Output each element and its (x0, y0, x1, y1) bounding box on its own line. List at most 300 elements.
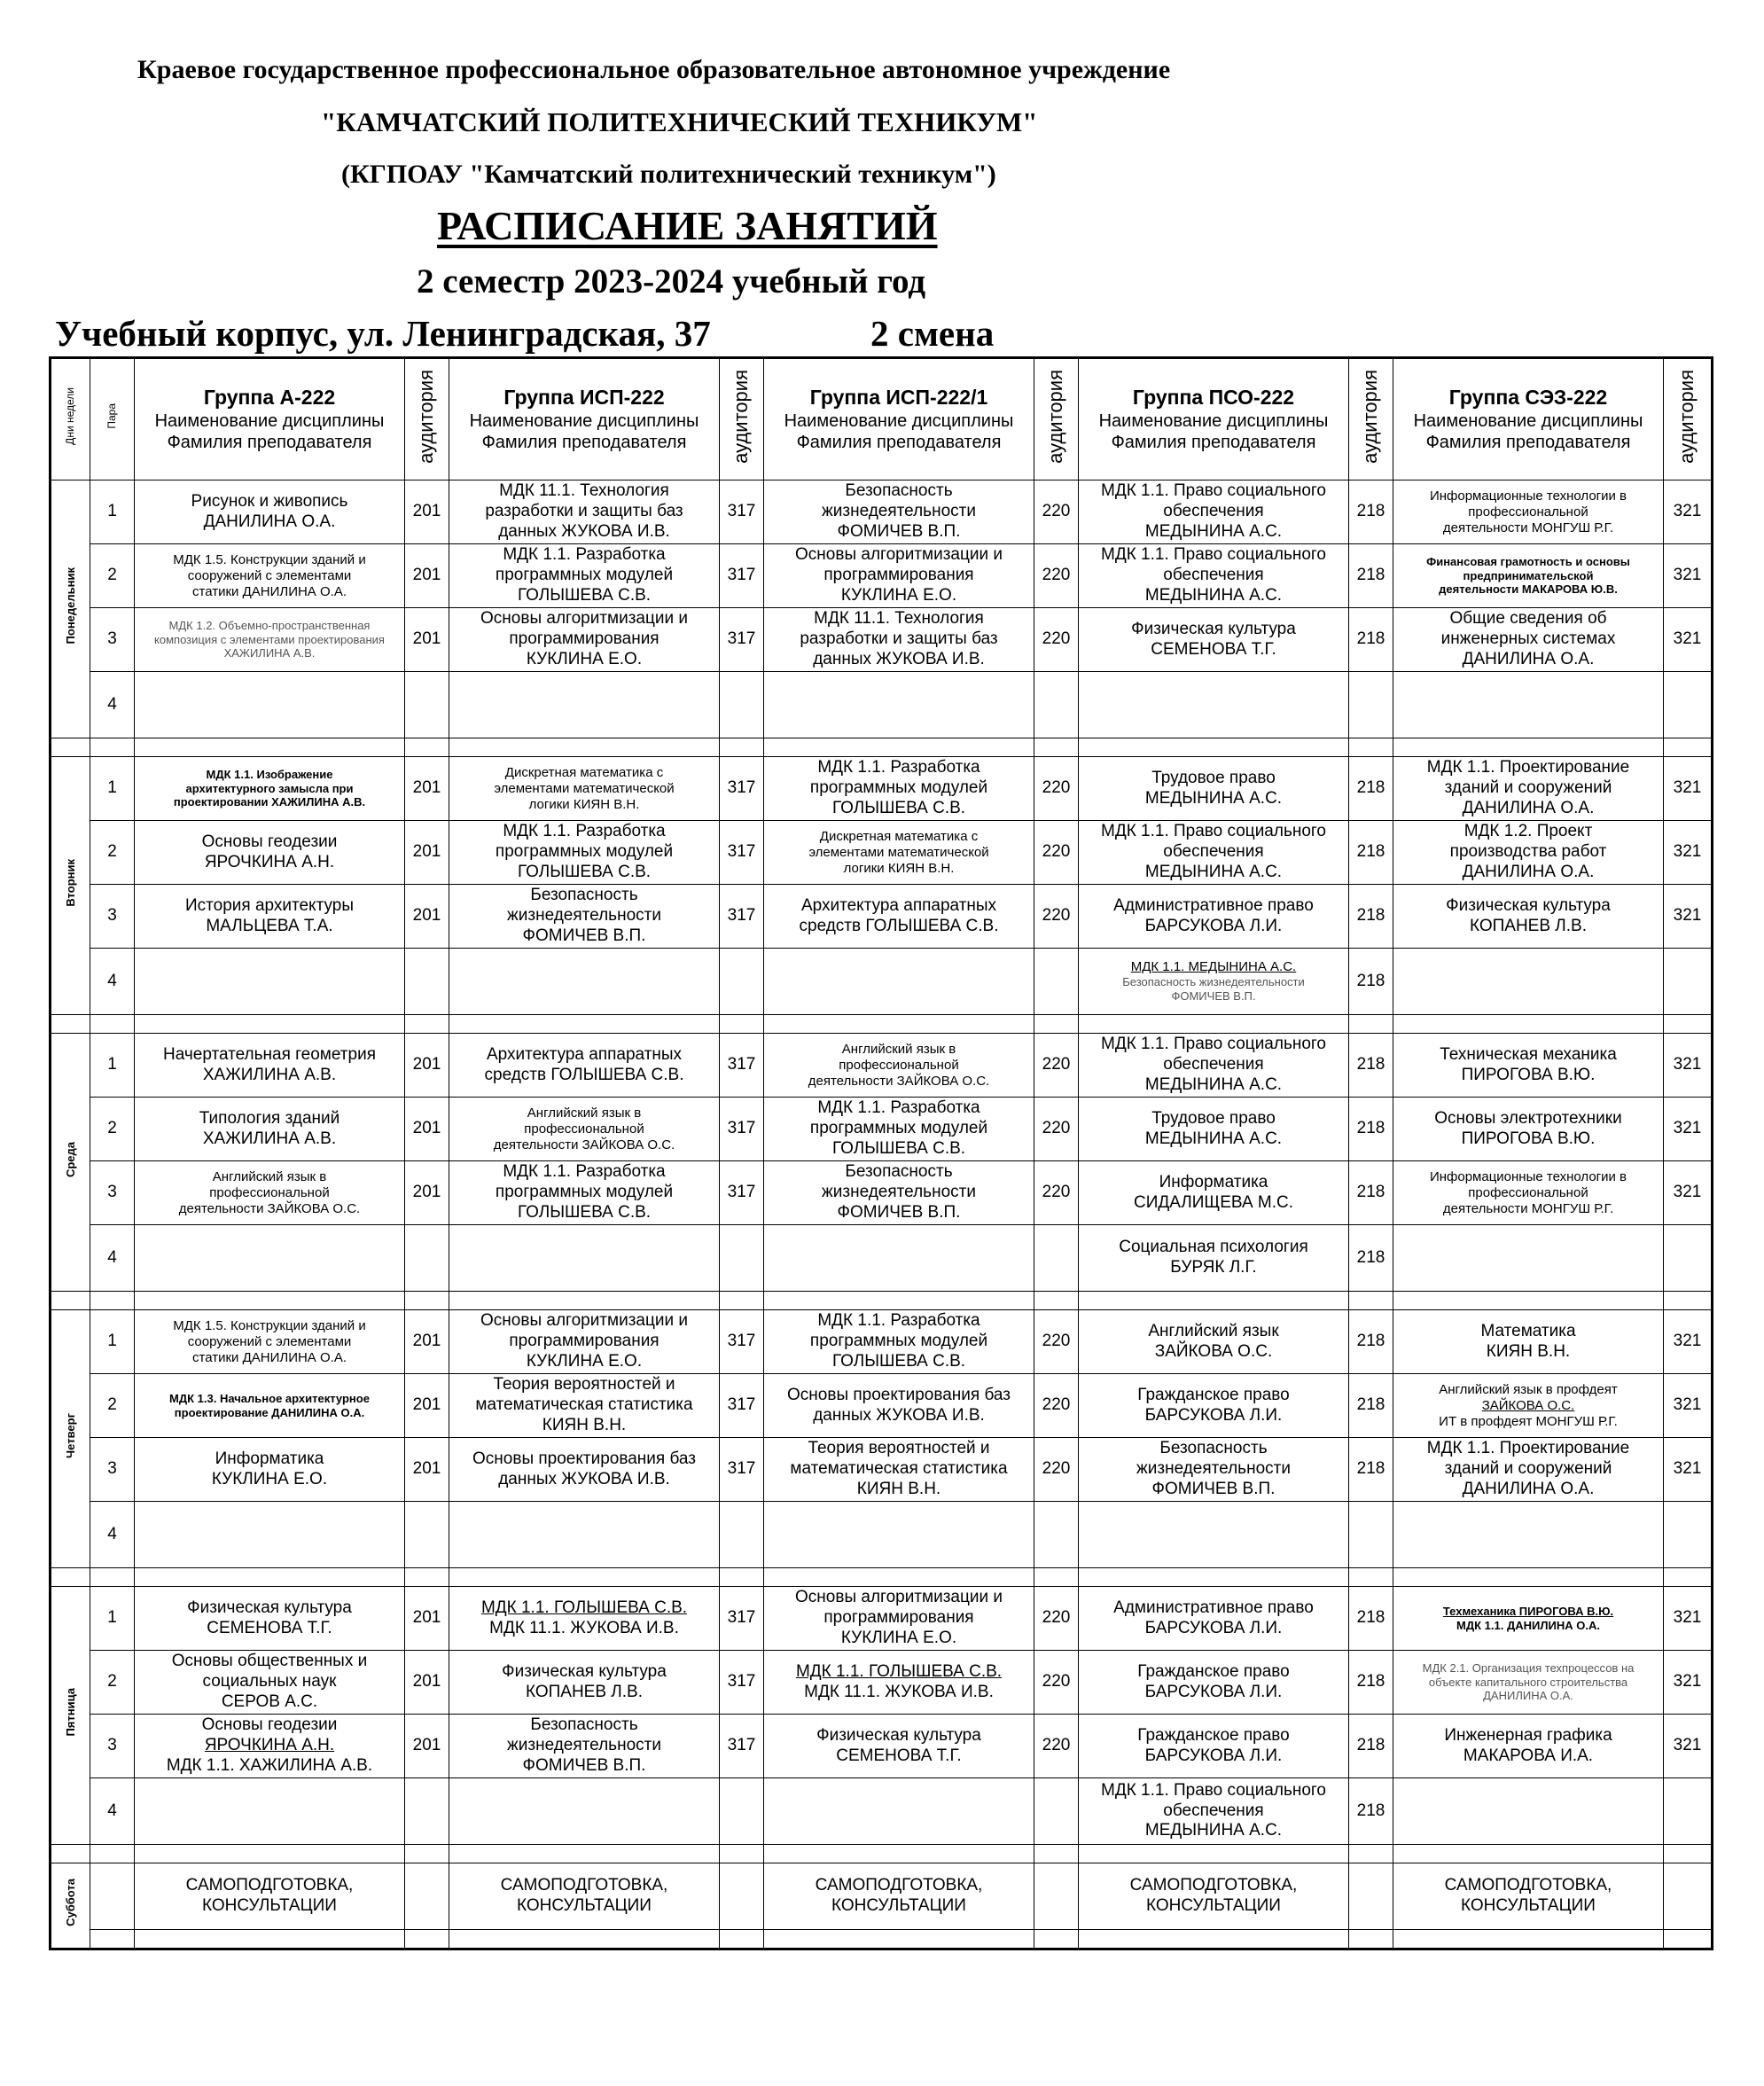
lesson-text: программных модулей (809, 1119, 988, 1138)
lesson-text: программирования (509, 629, 660, 649)
lesson-row (51, 1438, 1713, 1502)
lesson-text: Физическая культура (502, 1661, 667, 1681)
day-cell (51, 480, 90, 738)
room-number: 317 (720, 1098, 764, 1161)
lesson-cell (1393, 757, 1664, 821)
lesson-text: Основы проектирования баз (787, 1385, 1011, 1404)
lesson-text: МДК 1.1. Право социального (1101, 1035, 1326, 1054)
separator-cell (51, 738, 90, 757)
lesson-text: МДК 1.1. ГОЛЫШЕВА С.В. (795, 1661, 1003, 1681)
day-separator (51, 1930, 1713, 1949)
building-label: Учебный корпус, ул. Ленинградская, 37 (55, 313, 711, 354)
separator-cell (764, 1845, 1034, 1863)
room-number: 218 (1349, 608, 1393, 672)
lesson-cell (135, 544, 405, 608)
lesson-cell (764, 1715, 1034, 1778)
lesson-text: Информатика (215, 1449, 324, 1468)
pair-number: 2 (90, 1098, 135, 1161)
lesson-text: ХАЖИЛИНА А.В. (202, 1129, 337, 1148)
lesson-text: программных модулей (495, 566, 674, 585)
room-number: 317 (720, 821, 764, 885)
lesson-cell (1393, 1651, 1664, 1715)
lesson-text: КОНСУЛЬТАЦИИ (1461, 1896, 1596, 1915)
page-title: РАСПИСАНИЕ ЗАНЯТИЙ (437, 203, 938, 248)
room-number: 220 (1034, 480, 1079, 544)
lesson-text: программных модулей (809, 1332, 988, 1351)
lesson-text: КИЯН В.Н. (856, 1479, 941, 1498)
lesson-text: Информационные технологии в (1429, 1168, 1627, 1184)
lesson-text: КОПАНЕВ Л.В. (525, 1682, 643, 1701)
lesson-text: ГОЛЫШЕВА С.В. (831, 798, 966, 817)
lesson-text: СЕМЕНОВА Т.Г. (836, 1746, 962, 1765)
lesson-text: КИЯН В.Н. (1486, 1341, 1571, 1361)
lesson-cell (449, 1778, 720, 1845)
lesson-row (51, 480, 1713, 544)
lesson-cell (1079, 1502, 1349, 1568)
room-number: 321 (1664, 1587, 1713, 1651)
lesson-text: элементами математической (808, 844, 989, 860)
room-number: 218 (1349, 1778, 1393, 1845)
lesson-text: Английский язык в (841, 1041, 956, 1057)
lesson-text: МЕДЫНИНА А.С. (1144, 521, 1283, 541)
lesson-text: КУКЛИНА Е.О. (840, 585, 957, 605)
day-cell (51, 1587, 90, 1845)
lesson-cell (764, 1863, 1034, 1930)
lesson-cell (135, 1161, 405, 1225)
pair-number: 2 (90, 544, 135, 608)
lesson-text: Основы общественных и (171, 1652, 368, 1671)
separator-cell (90, 738, 135, 757)
lesson-row (51, 821, 1713, 885)
lesson-text: ДАНИЛИНА О.А. (1462, 862, 1595, 881)
lesson-text: обеспечения (1163, 1801, 1264, 1820)
separator-cell (764, 1568, 1034, 1587)
lesson-text: БАРСУКОВА Л.И. (1144, 1405, 1283, 1425)
room-number: 220 (1034, 608, 1079, 672)
lesson-cell (449, 1098, 720, 1161)
lesson-text: профессиональной (1468, 504, 1588, 520)
lesson-text: СЕМЕНОВА Т.Г. (1151, 639, 1276, 659)
lesson-text: МДК 1.1. ДАНИЛИНА О.А. (1456, 1618, 1600, 1632)
lesson-text: МЕДЫНИНА А.С. (1144, 1074, 1283, 1094)
room-number (1349, 1863, 1393, 1930)
room-number: 201 (405, 544, 449, 608)
lesson-cell (449, 1438, 720, 1502)
lesson-text: предпринимательской (1463, 568, 1594, 582)
room-number: 317 (720, 1715, 764, 1778)
separator-cell (51, 1568, 90, 1587)
lesson-text: СИДАЛИЩЕВА М.С. (1133, 1192, 1294, 1212)
lesson-cell (135, 1778, 405, 1845)
lesson-text: Английский язык в (527, 1105, 642, 1121)
pair-number: 1 (90, 1034, 135, 1098)
pair-number: 3 (90, 1438, 135, 1502)
separator-cell (90, 1845, 135, 1863)
lesson-text: Техническая механика (1440, 1044, 1617, 1064)
lesson-cell (1079, 1034, 1349, 1098)
room-number (1034, 949, 1079, 1015)
room-number: 321 (1664, 1098, 1713, 1161)
lesson-cell (449, 757, 720, 821)
room-number: 218 (1349, 1161, 1393, 1225)
room-number (1664, 1778, 1713, 1845)
pair-number: 4 (90, 1778, 135, 1845)
lesson-text: Административное право (1113, 895, 1314, 915)
lesson-cell (764, 1374, 1034, 1438)
room-number: 201 (405, 1715, 449, 1778)
lesson-text: Инженерная графика (1444, 1725, 1612, 1745)
lesson-text: МДК 1.1. Разработка (503, 1162, 666, 1182)
lesson-text: ЗАЙКОВА О.С. (1481, 1397, 1575, 1413)
lesson-row (51, 1651, 1713, 1715)
lesson-text: МДК 1.1. Разработка (817, 1311, 980, 1331)
room-number: 321 (1664, 1651, 1713, 1715)
separator-cell (135, 1568, 405, 1587)
lesson-text: жизнедеятельности (822, 1183, 976, 1202)
lesson-text: МДК 1.2. Объемно-пространственная (168, 619, 371, 633)
day-separator (51, 738, 1713, 757)
lesson-text: МДК 11.1. ЖУКОВА И.В. (489, 1618, 679, 1637)
lesson-cell (1079, 885, 1349, 949)
lesson-text: МДК 1.1. Разработка (503, 545, 666, 565)
room-number: 317 (720, 1034, 764, 1098)
group-header: Группа ПСО-222 Наименование дисциплины Фамилия преподавателя (1079, 358, 1349, 480)
lesson-text: жизнедеятельности (1136, 1459, 1291, 1479)
lesson-text: Теория вероятностей и (493, 1375, 675, 1395)
room-number (1034, 1863, 1079, 1930)
lesson-text: МАКАРОВА И.А. (1463, 1746, 1594, 1765)
lesson-text: Основы электротехники (1434, 1108, 1622, 1128)
day-name: Вторник (63, 858, 77, 907)
lesson-cell (135, 1098, 405, 1161)
lesson-text: средств ГОЛЫШЕВА С.В. (799, 916, 999, 935)
pair-number: 4 (90, 1502, 135, 1568)
room-number (1664, 672, 1713, 738)
room-number (1034, 1225, 1079, 1292)
lesson-text: Основы алгоритмизации и (795, 1588, 1003, 1607)
lesson-text: логики КИЯН В.Н. (843, 860, 955, 876)
pair-number (90, 1863, 135, 1930)
lesson-text: ДАНИЛИНА О.А. (1462, 798, 1595, 817)
separator-cell (1034, 1015, 1079, 1034)
separator-cell (1664, 1845, 1713, 1863)
separator-cell (1393, 1292, 1664, 1310)
room-number (1034, 1778, 1079, 1845)
room-number: 317 (720, 1374, 764, 1438)
room-number: 201 (405, 885, 449, 949)
separator-cell (1393, 1015, 1664, 1034)
lesson-cell (1079, 1161, 1349, 1225)
room-number: 321 (1664, 1438, 1713, 1502)
lesson-cell (1079, 821, 1349, 885)
separator-cell (90, 1015, 135, 1034)
room-number: 321 (1664, 1161, 1713, 1225)
room-number: 220 (1034, 1438, 1079, 1502)
lesson-cell (1079, 1587, 1349, 1651)
lesson-cell (449, 544, 720, 608)
lesson-text: Математика (1480, 1321, 1576, 1340)
day-separator (51, 1292, 1713, 1310)
lesson-text: МДК 1.3. Начальное архитектурное (169, 1391, 370, 1405)
lesson-text: МЕДЫНИНА А.С. (1144, 585, 1283, 605)
lesson-text: профессиональной (524, 1121, 644, 1137)
separator-cell (90, 1568, 135, 1587)
room-number: 317 (720, 1310, 764, 1374)
lesson-text: Физическая культура (816, 1725, 981, 1745)
separator-cell (1664, 738, 1713, 757)
day-cell (51, 757, 90, 1015)
lesson-cell (135, 1715, 405, 1778)
lesson-cell (135, 1438, 405, 1502)
lesson-cell (1079, 1310, 1349, 1374)
lesson-cell (1393, 821, 1664, 885)
group-header: Группа ИСП-222 Наименование дисциплины Фамилия преподавателя (449, 358, 720, 480)
lesson-cell (135, 1374, 405, 1438)
lesson-text: Безопасность (845, 1162, 953, 1182)
room-number (720, 1502, 764, 1568)
lesson-text: Физическая культура (187, 1598, 352, 1617)
room-number (405, 1778, 449, 1845)
room-number (720, 949, 764, 1015)
lesson-cell (1393, 1310, 1664, 1374)
schedule-table (49, 356, 1713, 1950)
lesson-cell (764, 480, 1034, 544)
separator-cell (1393, 738, 1664, 757)
lesson-text: МДК 1.1. МЕДЫНИНА А.С. (1130, 959, 1297, 975)
lesson-text: СЕМЕНОВА Т.Г. (207, 1618, 332, 1637)
separator-cell (90, 1930, 135, 1949)
lesson-text: программных модулей (495, 842, 674, 862)
lesson-cell (449, 1374, 720, 1438)
pair-number: 1 (90, 757, 135, 821)
lesson-cell (449, 480, 720, 544)
day-name: Суббота (63, 1879, 77, 1927)
lesson-cell (1393, 1587, 1664, 1651)
institution-line: Краевое государственное профессиональное образовательное автономное учреждение (137, 55, 1171, 84)
lesson-cell (1079, 949, 1349, 1015)
lesson-cell (449, 1502, 720, 1568)
lesson-row (51, 1502, 1713, 1568)
lesson-text: САМОПОДГОТОВКА, (815, 1876, 983, 1895)
room-number: 218 (1349, 1587, 1393, 1651)
lesson-text: МДК 11.1. Технология (499, 481, 669, 501)
separator-cell (405, 1568, 449, 1587)
room-number: 321 (1664, 1310, 1713, 1374)
lesson-text: Информатика (1159, 1172, 1268, 1191)
lesson-text: МДК 1.1. Проектирование (1426, 1439, 1630, 1458)
lesson-cell (135, 1310, 405, 1374)
lesson-cell (1079, 1651, 1349, 1715)
lesson-text: производства работ (1449, 842, 1607, 862)
lesson-text: Начертательная геометрия (163, 1044, 376, 1064)
lesson-cell (764, 672, 1034, 738)
room-number (1664, 1502, 1713, 1568)
pair-number: 2 (90, 821, 135, 885)
lesson-cell (449, 1651, 720, 1715)
institution-name: "КАМЧАТСКИЙ ПОЛИТЕХНИЧЕСКИЙ ТЕХНИКУМ" (321, 106, 1038, 137)
lesson-text: ХАЖИЛИНА А.В. (202, 1065, 337, 1084)
room-number: 201 (405, 480, 449, 544)
lesson-cell (449, 1863, 720, 1930)
lesson-text: деятельности ЗАЙКОВА О.С. (493, 1137, 675, 1152)
lesson-text: Английский язык в (212, 1168, 327, 1184)
pair-number: 3 (90, 1161, 135, 1225)
lesson-cell (449, 1310, 720, 1374)
lesson-text: Административное право (1113, 1598, 1314, 1617)
lesson-text: данных ЖУКОВА И.В. (813, 649, 985, 668)
lesson-text: проектирование ДАНИЛИНА О.А. (174, 1405, 365, 1419)
lesson-text: Гражданское право (1137, 1661, 1290, 1681)
lesson-cell (135, 1502, 405, 1568)
day-name: Среда (63, 1141, 77, 1177)
room-number (1664, 1863, 1713, 1930)
group-header: Группа А-222 Наименование дисциплины Фамилия преподавателя (135, 358, 405, 480)
lesson-cell (135, 672, 405, 738)
header-row (51, 358, 1713, 480)
lesson-cell (764, 1438, 1034, 1502)
room-number: 218 (1349, 1438, 1393, 1502)
pair-number: 4 (90, 949, 135, 1015)
lesson-text: Архитектура аппаратных (800, 895, 997, 915)
separator-cell (135, 1930, 405, 1949)
lesson-text: разработки и защиты баз (485, 502, 683, 521)
lesson-text: МДК 1.1. Изображение (206, 768, 333, 782)
room-number: 201 (405, 757, 449, 821)
lesson-text: МДК 1.1. Разработка (817, 1098, 980, 1118)
lesson-cell (1393, 1161, 1664, 1225)
lesson-text: ГОЛЫШЕВА С.В. (831, 1138, 966, 1158)
lesson-cell (1079, 1438, 1349, 1502)
lesson-text: профессиональной (1468, 1184, 1588, 1200)
lesson-text: КУКЛИНА Е.О. (526, 649, 643, 668)
separator-cell (51, 1292, 90, 1310)
room-number: 321 (1664, 1715, 1713, 1778)
lesson-text: Основы проектирования баз (472, 1449, 696, 1468)
lesson-text: История архитектуры (185, 895, 354, 915)
lesson-cell (1393, 1715, 1664, 1778)
lesson-cell (449, 1161, 720, 1225)
lesson-cell (449, 885, 720, 949)
lesson-text: средств ГОЛЫШЕВА С.В. (484, 1065, 684, 1084)
lesson-cell (1393, 1098, 1664, 1161)
lesson-text: САМОПОДГОТОВКА, (1129, 1876, 1298, 1895)
separator-cell (1349, 1568, 1393, 1587)
room-number: 220 (1034, 821, 1079, 885)
lesson-text: МДК 1.1. ХАЖИЛИНА А.В. (166, 1755, 373, 1775)
lesson-text: проектировании ХАЖИЛИНА А.В. (173, 795, 366, 809)
lesson-text: ДАНИЛИНА О.А. (1462, 649, 1595, 668)
room-number (1349, 672, 1393, 738)
lesson-row (51, 1374, 1713, 1438)
saturday-row (51, 1863, 1713, 1930)
lesson-text: Безопасность жизнедеятельности (1122, 975, 1305, 989)
room-number: 317 (720, 1587, 764, 1651)
lesson-text: Социальная психология (1119, 1238, 1308, 1257)
lesson-cell (1393, 1863, 1664, 1930)
separator-cell (449, 1845, 720, 1863)
lesson-text: ЯРОЧКИНА А.Н. (204, 852, 335, 871)
separator-cell (1349, 1930, 1393, 1949)
separator-cell (720, 1015, 764, 1034)
separator-cell (135, 1292, 405, 1310)
separator-cell (1034, 1930, 1079, 1949)
lesson-text: ПИРОГОВА В.Ю. (1461, 1065, 1596, 1084)
lesson-text: сооружений с элементами (187, 1333, 352, 1349)
room-number: 317 (720, 544, 764, 608)
lesson-text: жизнедеятельности (507, 906, 661, 926)
schedule-body (51, 480, 1713, 1949)
lesson-text: БУРЯК Л.Г. (1170, 1258, 1257, 1277)
lesson-cell (764, 1161, 1034, 1225)
lesson-text: ФОМИЧЕВ В.П. (522, 1755, 646, 1775)
separator-cell (764, 1015, 1034, 1034)
separator-cell (1393, 1845, 1664, 1863)
lesson-cell (1079, 1225, 1349, 1292)
aud-header: аудитория (720, 358, 764, 480)
room-number: 321 (1664, 608, 1713, 672)
lesson-text: элементами математической (494, 780, 675, 796)
lesson-text: архитектурного замысла при (185, 781, 354, 795)
separator-cell (720, 1930, 764, 1949)
room-number (405, 1863, 449, 1930)
shift-label: 2 смена (870, 313, 995, 354)
lesson-text: МДК 1.1. Право социального (1101, 481, 1326, 501)
room-number: 201 (405, 821, 449, 885)
lesson-text: ЗАЙКОВА О.С. (1154, 1341, 1273, 1361)
pair-number: 2 (90, 1374, 135, 1438)
room-number: 201 (405, 1098, 449, 1161)
lesson-cell (764, 1098, 1034, 1161)
lesson-cell (135, 1034, 405, 1098)
room-number: 218 (1349, 1034, 1393, 1098)
room-number: 317 (720, 608, 764, 672)
room-number: 321 (1664, 480, 1713, 544)
room-number: 218 (1349, 480, 1393, 544)
room-number: 201 (405, 608, 449, 672)
lesson-cell (449, 821, 720, 885)
lesson-row (51, 1778, 1713, 1845)
room-number: 218 (1349, 544, 1393, 608)
lesson-text: Дискретная математика с (819, 828, 979, 844)
lesson-cell (449, 1715, 720, 1778)
pair-header: Пара (90, 358, 135, 480)
separator-cell (1349, 1015, 1393, 1034)
lesson-text: Техмеханика ПИРОГОВА В.Ю. (1442, 1604, 1614, 1618)
lesson-cell (764, 1502, 1034, 1568)
lesson-text: КОНСУЛЬТАЦИИ (517, 1896, 652, 1915)
lesson-text: Трудовое право (1151, 768, 1276, 787)
days-header: Дни недели (51, 358, 90, 480)
room-number: 218 (1349, 757, 1393, 821)
separator-cell (449, 1292, 720, 1310)
lesson-cell (1079, 544, 1349, 608)
day-cell (51, 1310, 90, 1568)
separator-cell (1034, 1292, 1079, 1310)
separator-cell (1079, 738, 1349, 757)
lesson-text: программирования (509, 1332, 660, 1351)
room-number: 201 (405, 1651, 449, 1715)
lesson-row (51, 608, 1713, 672)
lesson-cell (764, 1034, 1034, 1098)
lesson-text: данных ЖУКОВА И.В. (498, 1469, 670, 1488)
lesson-text: ЯРОЧКИНА А.Н. (204, 1736, 335, 1755)
separator-cell (1079, 1568, 1349, 1587)
lesson-text: МДК 1.5. Конструкции зданий и (173, 551, 366, 567)
lesson-text: САМОПОДГОТОВКА, (185, 1876, 354, 1895)
lesson-text: МДК 1.1. Право социального (1101, 822, 1326, 841)
lesson-text: композиция с элементами проектирования (154, 632, 385, 646)
room-number: 321 (1664, 757, 1713, 821)
